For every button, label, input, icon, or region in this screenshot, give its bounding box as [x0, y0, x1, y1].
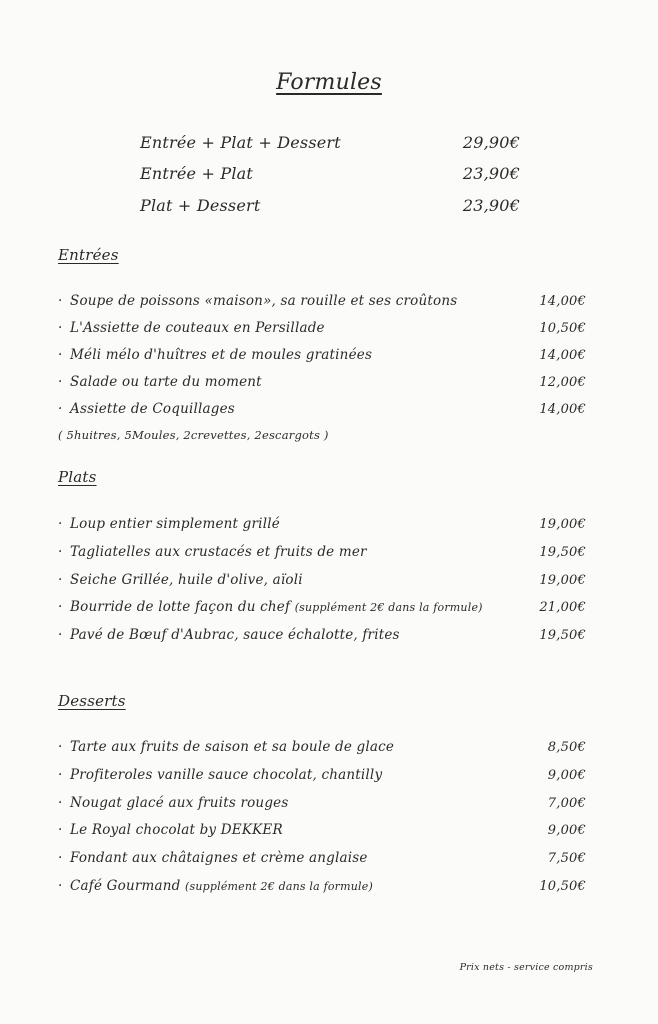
menu-item: · Fondant aux châtaignes et crème anglaise 7,50€ — [58, 850, 586, 866]
section-title-plats: Plats — [58, 468, 97, 486]
formule-price: 23,90€ — [462, 164, 520, 183]
item-price: 14,00€ — [539, 402, 586, 417]
item-name: Soupe de poissons «maison», sa rouille et ses croûtons — [70, 293, 458, 309]
item-name: Loup entier simplement grillé — [70, 516, 280, 532]
menu-item: · Café Gourmand (supplément 2€ dans la formule) 10,50€ — [58, 878, 586, 894]
item-price: 19,00€ — [539, 517, 586, 532]
menu-item: · Méli mélo d'huîtres et de moules gratinées 14,00€ — [58, 347, 586, 363]
section-title-desserts: Desserts — [58, 692, 126, 710]
formule-price: 23,90€ — [462, 196, 520, 215]
menu-item: · Tagliatelles aux crustacés et fruits de mer 19,50€ — [58, 544, 586, 560]
item-name: Pavé de Bœuf d'Aubrac, sauce échalotte, frites — [70, 627, 400, 643]
item-price: 7,00€ — [547, 796, 586, 811]
menu-item: · Nougat glacé aux fruits rouges 7,00€ — [58, 795, 586, 811]
item-price: 7,50€ — [547, 851, 586, 866]
item-name: Seiche Grillée, huile d'olive, aïoli — [70, 572, 303, 588]
item-name: Assiette de Coquillages — [70, 401, 235, 417]
item-name: Tagliatelles aux crustacés et fruits de mer — [70, 544, 367, 560]
menu-item: · Le Royal chocolat by DEKKER 9,00€ — [58, 822, 586, 838]
menu-item: · Bourride de lotte façon du chef (supplément 2€ dans la formule) 21,00€ — [58, 599, 586, 615]
menu-item: · Profiteroles vanille sauce chocolat, chantilly 9,00€ — [58, 767, 586, 783]
menu-item: · Seiche Grillée, huile d'olive, aïoli 19,00€ — [58, 572, 586, 588]
formule-label: Plat + Dessert — [140, 196, 261, 215]
menu-item: · L'Assiette de couteaux en Persillade 10,50€ — [58, 320, 586, 336]
formule-row — [140, 164, 520, 183]
item-name: Bourride de lotte façon du chef — [70, 599, 291, 615]
menu-item: · Tarte aux fruits de saison et sa boule de glace 8,50€ — [58, 739, 586, 755]
item-price: 14,00€ — [539, 294, 586, 309]
menu-item: · Soupe de poissons «maison», sa rouille et ses croûtons 14,00€ — [58, 293, 586, 309]
item-price: 12,00€ — [539, 375, 586, 390]
item-detail: ( 5huitres, 5Moules, 2crevettes, 2escargots ) — [58, 428, 329, 442]
item-note: (supplément 2€ dans la formule) — [294, 601, 483, 614]
item-price: 10,50€ — [539, 321, 586, 336]
formule-label: Entrée + Plat + Dessert — [140, 133, 341, 152]
item-name: L'Assiette de couteaux en Persillade — [70, 320, 325, 336]
item-note: (supplément 2€ dans la formule) — [185, 880, 373, 893]
item-price: 9,00€ — [547, 823, 586, 838]
item-price: 19,00€ — [539, 573, 586, 588]
menu-item: · Salade ou tarte du moment 12,00€ — [58, 374, 586, 390]
item-price: 9,00€ — [547, 768, 586, 783]
item-name: Fondant aux châtaignes et crème anglaise — [70, 850, 368, 866]
item-name: Salade ou tarte du moment — [70, 374, 262, 390]
formule-row — [140, 196, 520, 215]
item-name: Le Royal chocolat by DEKKER — [70, 822, 283, 838]
formule-row — [140, 133, 520, 152]
section-title-entrees: Entrées — [58, 246, 119, 264]
item-price: 14,00€ — [539, 348, 586, 363]
menu-item: · Assiette de Coquillages 14,00€ — [58, 401, 586, 417]
item-price: 21,00€ — [539, 600, 586, 615]
item-price: 19,50€ — [539, 545, 586, 560]
item-price: 19,50€ — [539, 628, 586, 643]
item-name: Café Gourmand — [70, 878, 181, 894]
item-price: 10,50€ — [539, 879, 586, 894]
item-price: 8,50€ — [547, 740, 586, 755]
item-name: Nougat glacé aux fruits rouges — [70, 795, 289, 811]
formule-label: Entrée + Plat — [140, 164, 254, 183]
formule-price: 29,90€ — [462, 133, 520, 152]
item-name: Profiteroles vanille sauce chocolat, chantilly — [70, 767, 383, 783]
menu-item: · Loup entier simplement grillé 19,00€ — [58, 516, 586, 532]
menu-item: · Pavé de Bœuf d'Aubrac, sauce échalotte, frites 19,50€ — [58, 627, 586, 643]
footer-note: Prix nets - service compris — [459, 962, 593, 973]
page-title: Formules — [276, 70, 382, 95]
item-name: Méli mélo d'huîtres et de moules gratinées — [70, 347, 373, 363]
item-name: Tarte aux fruits de saison et sa boule de glace — [70, 739, 395, 755]
